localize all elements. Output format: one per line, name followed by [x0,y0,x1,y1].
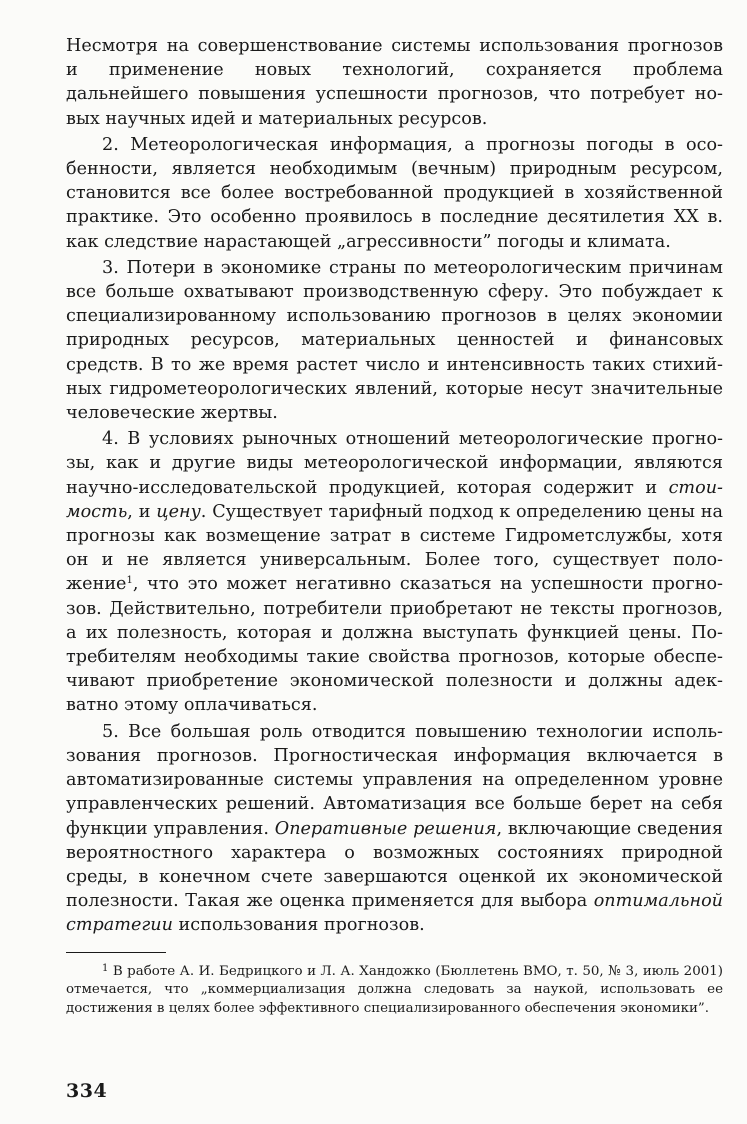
paragraph-text: , и [127,501,157,522]
paragraph-item-4 [66,427,723,717]
footnote-reference[interactable]: 1 [126,575,133,587]
emphasis-operative-decisions: Оперативные решения [274,818,497,839]
footnote [66,963,723,1019]
paragraph-text: , что это может негативно сказаться на успешности прогнозов. Действительно, потребители приобретают не тексты прогнозов, а их полезность, которая и должна выступать функцией цены. Потребителям необходимы такие свойства прогнозов, которые обеспечивают приобретение экономической полезности и должны адекватно этому оплачиваться. [66,574,723,716]
paragraph-item-5 [66,720,723,938]
paragraph-intro-continued [66,34,723,131]
paragraph-text: 5. Все большая роль отводится повышению технологии использования прогнозов. Прогностическая информация включается в автоматизированные системы управления на определенном уровне управленческих решений. Автоматизация все больше берет на себя функции управления. [66,721,723,839]
paragraph-item-2 [66,133,723,254]
emphasis-cost: стоимость [66,477,723,522]
paragraph-text: Несмотря на совершенствование системы использования прогнозов и применение новых технологий, сохраняется проблема дальнейшего повышения успешности прогнозов, что потребует новых научных идей и материальных ресурсов. [66,36,723,129]
footnote-divider [66,952,166,953]
paragraph-text: 3. Потери в экономике страны по метеорологическим причинам все больше охватывают производственную сферу. Это побуждает к специализированному использованию прогнозов в целях экономии природных ресурсов, материальных ценностей и финансовых средств. В то же время растет число и интенсивность таких стихийных гидрометеорологических явлений, которые несут значительные человеческие жертвы. [66,257,723,424]
emphasis-price: цену [156,501,201,522]
emphasis-optimal-strategy: оптимальной стратегии [66,891,723,936]
footnote-text: В работе А. И. Бедрицкого и Л. А. Хандожко (Бюллетень ВМО, т. 50, № 3, июль 2001) отмечается, что „коммерциализация должна следовать за наукой, использовать ее достижения в целях более эффективного специализированного обеспечения экономики”. [66,963,723,1016]
footnote-number: 1 [102,962,109,974]
paragraph-text: использования прогнозов. [172,915,425,936]
paragraph-text: 2. Метеорологическая информация, а прогнозы погоды в особенности, является необходимым (вечным) природным ресурсом, становится все более востребованной продукцией в хозяйственной практике. Это особенно проявилось в последние десятилетия XX в. как следствие нарастающей „агрессивности” погоды и климата. [66,134,723,252]
paragraph-item-3 [66,256,723,425]
paragraph-text: , включающие сведения вероятностного характера о возможных состояниях природной среды, в конечном счете завершаются оценкой их экономической полезности. Такая же оценка применяется для выбора [66,818,724,912]
page-number: 334 [66,1080,108,1102]
paragraph-text: 4. В условиях рыночных отношений метеорологические прогнозы, как и другие виды метеорологической информации, являются научно-исследовательской продукцией, которая содержит и [66,429,723,498]
paragraph-text: . Существует тарифный подход к определению цены на прогнозы как возмещение затрат в системе Гидрометслужбы, хотя он и не является универсальным. Более того, существует положение [66,501,723,595]
